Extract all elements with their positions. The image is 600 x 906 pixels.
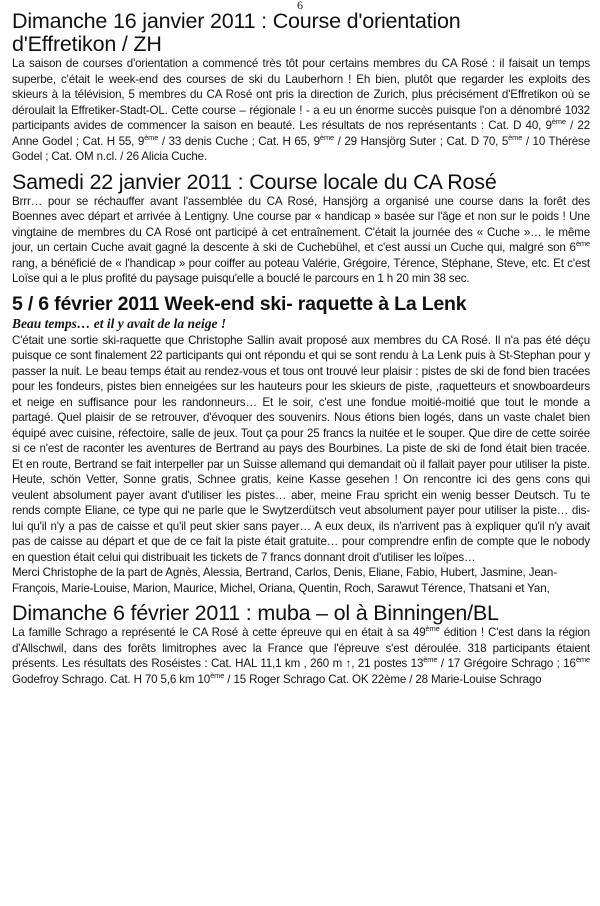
rank-suffix: ème bbox=[575, 655, 590, 665]
article-title: 5 / 6 février 2011 Week-end ski- raquette à La Lenk bbox=[12, 292, 467, 315]
rank-suffix: ème bbox=[210, 670, 225, 680]
body-text: rang, a bénéficié de « l'handicap » pour coiffer au poteau Valérie, Grégoire, Térence, Stéphane, Steve, etc. Et c'est Loïse qui a le plus profité du paysage puisqu'elle a bouclé le parcours en 1 h 20 min 38 sec. bbox=[12, 256, 590, 285]
article-muba-ol bbox=[12, 602, 590, 687]
body-text: / 15 Roger Schrago Cat. OK 22ème / 28 Marie-Louise Schrago bbox=[224, 672, 542, 686]
body-text: Brrr… pour se réchauffer avant l'assemblée du CA Rosé, Hansjörg a organisé une course dans la forêt des Boennes avec départ et arrivée à Lentigny. Une course par « handicap » basée sur l'âge et non sur le poids ! Une vingtaine de membres du CA Rosé ont participé à cet entraînement. C'était la journée des « Cuche »… le même jour, un certain Cuche avait gagné la descente à ski de Cuchebühel, et c'est aussi un Cuche qui, malgré son 6 bbox=[12, 194, 590, 254]
article-body bbox=[12, 56, 590, 165]
article-body: C'était une sortie ski-raquette que Christophe Sallin avait proposé aux membres du CA Rosé. Il n'a pas été déçu puisque ce sont finalement 22 participants qui ont répondu et qui se sont rendu à La Lenk puis à St-Stephan pour y passer la nuit. Le beau temps était au rendez-vous et tous ont trouvé leur plaisir : pistes de ski de fond bien tracées pour les fondeurs, pistes bien enneigées sur les hauteurs pour les skieurs de piste, ,raquetteurs et snowboardeurs et neige en suffisance pour les randonneurs… Et le soir, c'est une fondue moitié-moitié que tout le monde a partagé. Quel plaisir de se retrouver, d'évoquer des souvenirs. Nous étions bien logés, dans un vaste chalet bien équipé avec cuisine, réfectoire, salle de jeux. Tout ça pour 25 francs la nuitée et le souper. Que dire de cette soirée si ce n'est de raconter les aventures de Bertrand au pays des Bourbines. La piste de ski de fond était bien tracée. Et en route, Bertrand se fait interpeller par un Suisse allemand qui demandait où il fallait payer pour utiliser la piste. Heute, schön Vetter, Sonne gratis, Schnee gratis, keine Kasse gesehen ! On rencontre ici des gens cons qui veulent absolument payer avant d'utiliser les pistes… aber, meine Frau spricht ein wenig besser Deutsch. Tu te rends compte Eliane, ce type qui ne parle que le Swytzerdütsch veut absolument payer pour utiliser la piste… dis-lui qu'il n'y a pas de caisse et qu'il peut skier sans payer… A eux deux, ils n'arrivent pas à expliquer qu'il n'y avait pas de caisse au départ et que de ce fait la piste était gratuite… pour comprendre enfin de compte que le nobody en question était celui qui distribuait les tickets de 7 francs donnant droit d'utiliser les loïpes… bbox=[12, 333, 590, 564]
rank-suffix: ème bbox=[508, 132, 523, 142]
article-title: Samedi 22 janvier 2011 : Course locale du CA Rosé bbox=[12, 169, 497, 194]
rank-suffix: ème bbox=[144, 132, 159, 142]
body-text: Godefroy Schrago. Cat. H 70 5,6 km 10 bbox=[12, 672, 211, 686]
body-text: / 17 Grégoire Schrago ; 16 bbox=[437, 657, 576, 670]
body-text: / 22 Anne Godel ; Cat. H 55, 9 bbox=[12, 119, 591, 148]
newsletter-page bbox=[12, 10, 590, 693]
rank-suffix: ème bbox=[575, 239, 590, 249]
body-text: / 10 Thérèse Godel ; Cat. OM n.cl. / 26 Alicia Cuche. bbox=[12, 134, 590, 163]
page-number: 6 bbox=[297, 0, 303, 12]
article-body bbox=[12, 194, 590, 287]
article-effretikon bbox=[12, 10, 590, 165]
title-line-1: Dimanche 16 janvier 2011 : Course d'orientation bbox=[12, 9, 461, 33]
article-body bbox=[12, 625, 590, 687]
body-text: La famille Schrago a représenté le CA Rosé à cette épreuve qui en était à sa 49 bbox=[12, 626, 426, 639]
article-subtitle: Beau temps… et il y avait de la neige ! bbox=[12, 315, 227, 331]
rank-suffix: ème bbox=[319, 132, 335, 142]
body-text: La saison de courses d'orientation a commencé très tôt pour certains membres du CA Rosé : il faisait un temps superbe, c'était le week-end des courses de ski du Lauberhorn ! Eh bien, plutôt que regarder les exploits des skieurs à la télévision, 5 membres du CA Rosé ont pris la direction de Zurich, plus précisément d'Effretikon où se déroulait la Effretiker-Stadt-OL. Cette course – régionale ! - a eu un énorme succès puisque l'on a dénombré 1032 participants avides de commencer la saison en beauté. Les résultats de nos représentants : Cat. D 40, 9 bbox=[12, 57, 590, 132]
body-text: / 29 Hansjörg Suter ; Cat. D 70, 5 bbox=[334, 134, 509, 148]
title-line-2: d'Effretikon / ZH bbox=[12, 32, 162, 56]
rank-suffix: ème bbox=[425, 624, 440, 634]
article-la-lenk bbox=[12, 293, 590, 597]
body-text: / 33 denis Cuche ; Cat. H 65, 9 bbox=[158, 134, 320, 148]
thanks-paragraph: Merci Christophe de la part de Agnès, Alessia, Bertrand, Carlos, Denis, Eliane, Fabio, Hubert, Jasmine, Jean-François, Marie-Louise, Marion, Maurice, Michel, Oriana, Quentin, Roch, Sarawut Térence, Thatsani et Yan, bbox=[12, 566, 557, 595]
body-text: édition ! C'est dans la région d'Allschwil, dans des forêts limitrophes avec la France que l'épreuve s'est déroulée. 318 participants étaient présents. Les résultats des Roséistes : Cat. HAL 11,1 km , 260 m ↑, 21 postes 13 bbox=[12, 626, 590, 670]
article-title: Dimanche 6 février 2011 : muba – ol à Binningen/BL bbox=[12, 601, 499, 625]
article-course-locale bbox=[12, 171, 590, 287]
rank-suffix: ème bbox=[551, 117, 566, 127]
article-title bbox=[12, 10, 590, 56]
rank-suffix: ème bbox=[423, 655, 438, 665]
